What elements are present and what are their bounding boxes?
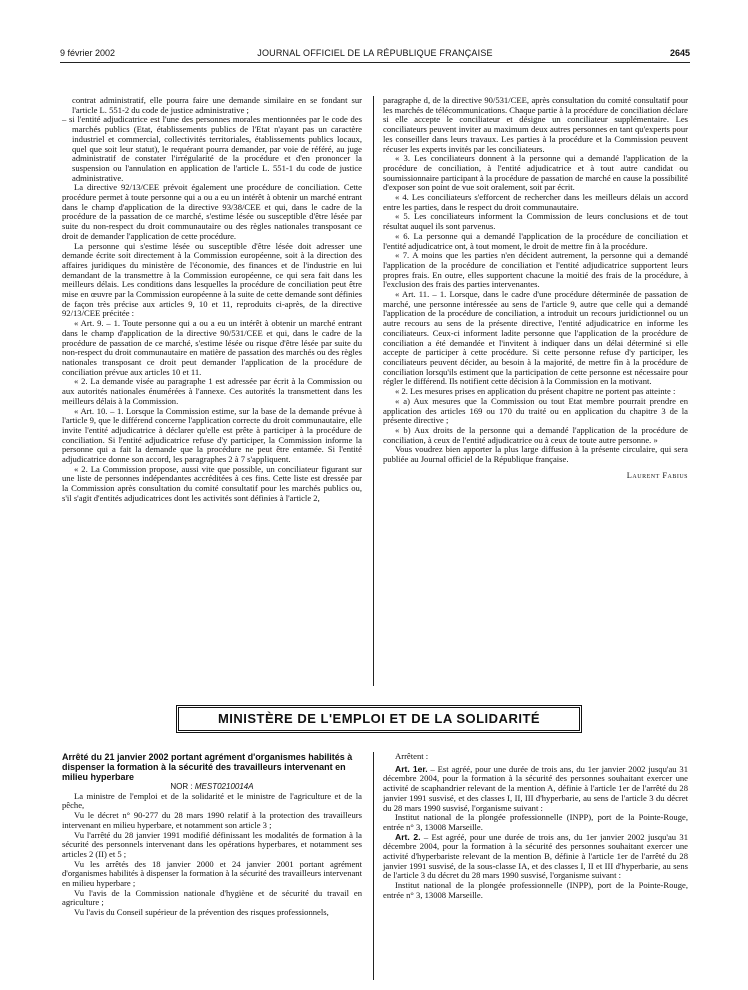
paragraph: Vous voudrez bien apporter la plus large diffusion à la présente circulaire, qui sera publiée au Journal officiel de la République française.: [383, 444, 688, 465]
upper-right-column: [383, 96, 688, 480]
paragraph: « Art. 10. – 1. Lorsque la Commission estime, sur la base de la demande prévue à l'article 9, que le différend concerne l'application correcte du droit communautaire, elle invite l'entité adjudicatrice à déclarer qu'elle est prête à participer à la procédure de conciliation. Si l'entité adjudicatrice refuse d'y participer, la Commission informe la personne qui a fait la demande que la procédure ne peut être entamée. Si l'entité adjudicatrice donne son accord, les paragraphes 2 à 7 s'appliquent.: [62, 405, 362, 465]
ministry-heading: MINISTÈRE DE L'EMPLOI ET DE LA SOLIDARITÉ: [176, 705, 582, 733]
paragraph: La ministre de l'emploi et de la solidarité et le ministre de l'agriculture et de la pêche,: [62, 790, 362, 811]
paragraph: « b) Aux droits de la personne qui a demandé l'application de la procédure de conciliation, à ceux de l'entité adjudicatrice ou à ceux de toute autre personne. »: [383, 424, 688, 445]
paragraph: La personne qui s'estime lésée ou susceptible d'être lésée doit adresser une demande écrite soit directement à la Commission européenne, soit à la direction des affaires juridiques du ministère de l'économie, des finances et de l'industrie en lui demandant de la transmettre à la Commission européenne, ce qui sera fait dans les meilleurs délais. Les conditions dans lesquelles la procédure de conciliation peut être mise en œuvre par la Commission européenne à la suite de cette demande sont définies de façon très précise aux articles 9, 10 et 11, reproduits ci-après, de la directive 92/13/CEE précitée :: [62, 240, 362, 319]
paragraph: paragraphe d, de la directive 90/531/CEE, après consultation du comité consultatif pour les marchés de télécommunications. Chaque partie à la procédure de conciliation déclare si elle accepte le conciliateur et désigne un conciliateur supplémentaire. Les conciliateurs peuvent inviter au maximum deux autres personnes en tant qu'experts pour les conseiller dans leurs travaux. Les parties à la procédure et la Commission peuvent récuser les experts invités par les conciliateurs.: [383, 95, 688, 154]
header-rule: [60, 62, 690, 63]
lower-right-column: [383, 752, 688, 901]
upper-left-column: [62, 96, 362, 504]
paragraph: Vu l'avis du Conseil supérieur de la prévention des risques professionnels,: [74, 907, 329, 918]
article-2-label: Art. 2.: [395, 831, 421, 842]
lower-left-column: [62, 752, 362, 918]
paragraph: « Art. 11. – 1. Lorsque, dans le cadre d'une procédure déterminée de passation de marché, une personne intéressée au sens de l'article 9, autre que celle qui a demandé l'application de la procédure de conciliation, a introduit un recours juridictionnel ou un autre recours au sens de la présente directive, l'entité adjudicatrice en informe les conciliateurs. Ceux-ci informent ladite personne que l'application de la procédure de conciliation a été demandée et l'invitent à indiquer dans un délai déterminé si elle accepte de participer à cette procédure. Si cette personne refuse d'y participer, les conciliateurs peuvent décider, au besoin à la majorité, de mettre fin à la procédure de conciliation lorsqu'ils estiment que la participation de cette personne est nécessaire pour régler le différend. Ils notifient cette décision à la Commission en la motivant.: [383, 289, 688, 387]
paragraph: « a) Aux mesures que la Commission ou tout Etat membre pourrait prendre en application des articles 169 ou 170 du traité ou en application du chapitre 3 de la présente directive ;: [383, 395, 688, 426]
paragraph: « 7. A moins que les parties n'en décident autrement, la personne qui a demandé l'application de la procédure de conciliation et l'entité adjudicatrice supportent leurs propres frais. En outre, elles supportent chacune la moitié des frais de la procédure, à l'exclusion des frais des parties intervenantes.: [383, 250, 688, 290]
paragraph: – si l'entité adjudicatrice est l'une des personnes morales mentionnées par le code des marchés publics (Etat, établissements publics de l'Etat n'ayant pas un caractère industriel et commercial, collectivités territoriales, établissements publics locaux, quel que soit leur statut), le requérant pourra demander, par voie de référé, au juge administratif de constater l'irrégularité de la procédure et d'en prononcer la suspension ou l'annulation en application de l'article L. 551-1 du code de justice administrative.: [62, 114, 362, 183]
paragraph: Vu le décret n° 90-277 du 28 mars 1990 relatif à la protection des travailleurs intervenant en milieu hyperbare, et notamment son article 3 ;: [62, 810, 362, 830]
nor-value: MESТ0210014A: [194, 782, 254, 791]
paragraph: « 4. Les conciliateurs s'efforcent de rechercher dans les meilleurs délais un accord entre les parties, dans le respect du droit communautaire.: [383, 192, 688, 212]
paragraph: contrat administratif, elle pourra faire une demande similaire en se fondant sur l'article L. 551-2 du code de justice administrative ;: [72, 95, 362, 115]
article-1-organisation: Institut national de la plongée professionnelle (INPP), port de la Pointe-Rouge, entrée n° 3, 13008 Marseille.: [383, 812, 688, 832]
paragraph: Vu l'arrêté du 28 janvier 1991 modifié définissant les modalités de formation à la sécurité des personnels intervenant dans les opérations hyperbares, et notamment ses articles 2 (II) et 5 ;: [62, 829, 362, 859]
journal-title: JOURNAL OFFICIEL DE LA RÉPUBLIQUE FRANÇAISE: [257, 48, 493, 58]
article-1-text: – Est agréé, pour une durée de trois ans, du 1er janvier 2002 jusqu'au 31 décembre 2004, pour la formation à la sécurité des personnes souhaitant exercer une activité de scaphandrier relevant de la mention A, définie à l'article 1er de l'arrêté du 28 janvier 1991 susvisé, et des classes I, II, III d'hyperbarie, au sens de l'article 3 du décret du 28 mars 1990 susvisé, l'organisme suivant :: [383, 763, 688, 813]
page-number: 2645: [669, 48, 690, 58]
paragraph: « 2. La demande visée au paragraphe 1 est adressée par écrit à la Commission ou aux autorités nationales énumérées à l'annexe. Ces autorités la transmettent dans les meilleurs délais à la Commission.: [62, 376, 362, 406]
signature: Laurent Fabius: [626, 470, 688, 480]
article-1: [383, 765, 688, 814]
column-divider: [373, 752, 374, 980]
paragraph: « 2. Les mesures prises en application du présent chapitre ne portent pas atteinte :: [395, 386, 676, 397]
paragraph: « 3. Les conciliateurs donnent à la personne qui a demandé l'application de la procédure de conciliation, à l'entité adjudicatrice et à tout autre candidat ou soumissionnaire participant à la procédure de passation de marché en cause la possibilité d'exposer son point de vue soit oralement, soit par écrit.: [383, 153, 688, 193]
paragraph: « Art. 9. – 1. Toute personne qui a ou a eu un intérêt à obtenir un marché entrant dans le champ d'application de la directive 90/531/CEE et qui, dans le cadre de la procédure de passation de ce marché, s'estime lésée ou risque d'être lésée par suite du non-respect du droit communautaire en matière de passation des marchés ou des règles nationales transposant ce droit peut demander l'application de la procédure de conciliation prévue aux articles 10 et 11.: [62, 318, 362, 377]
paragraph: La directive 92/13/CEE prévoit également une procédure de conciliation. Cette procédure permet à toute personne qui a ou a eu un intérêt à obtenir un marché entrant dans le champ d'application de la directive 93/38/CEE et qui, dans le cadre de la procédure de la passation de ce marché, s'estime lésée ou susceptible d'être lésée par suite du non-respect du droit communautaire ou des règles nationales transposant ce droit de demander l'application de cette procédure.: [62, 182, 362, 241]
arrete-title: Arrêté du 21 janvier 2002 portant agrément d'organismes habilités à dispenser la formation à la sécurité des travailleurs intervenant en milieu hyperbare: [62, 752, 353, 782]
article-1-label: Art. 1er.: [395, 763, 428, 774]
arretent-heading: Arrêtent :: [395, 751, 429, 761]
paragraph: Vu les arrêtés des 18 janvier 2000 et 24 janvier 2001 portant agrément d'organismes habilités à dispenser la formation à la sécurité des travailleurs intervenant en milieu hyperbare ;: [62, 858, 362, 889]
paragraph: « 5. Les conciliateurs informent la Commission de leurs conclusions et de tout résultat auquel ils sont parvenus.: [383, 211, 688, 232]
paragraph: Vu l'avis de la Commission nationale d'hygiène et de sécurité du travail en agriculture ;: [62, 887, 362, 908]
nor-label: NOR :: [170, 782, 193, 791]
column-divider: [373, 96, 374, 686]
paragraph: « 6. La personne qui a demandé l'application de la procédure de conciliation et l'entité adjudicatrice ont, à tout moment, le droit de mettre fin à la procédure.: [383, 230, 688, 251]
article-2-text: – Est agréé, pour une durée de trois ans, du 1er janvier 2002 jusqu'au 31 décembre 2004, pour la formation à la sécurité des personnes souhaitant exercer une activité d'hyperbariste relevant de la mention B, définie à l'article 1er de l'arrêté du 28 janvier 1991 susvisé, de la sous-classe IA, et des classes I, II et III d'hyperbarie, au sens de l'article 3 du décret du 28 mars 1990 susvisé, l'organisme suivant :: [383, 831, 689, 881]
article-2: [383, 833, 688, 882]
issue-date: 9 février 2002: [60, 48, 116, 58]
paragraph: « 2. La Commission propose, aussi vite que possible, un conciliateur figurant sur une liste de personnes indépendantes accréditées à ces fins. Cette liste est dressée par la Commission après consultation du comité consultatif pour les marchés publics ou, s'il s'agit d'entités adjudicatrices dont les activités sont définies à l'article 2,: [62, 463, 362, 503]
article-2-organisation: Institut national de la plongée professionnelle (INPP), port de la Pointe-Rouge, entrée n° 3, 13008 Marseille.: [383, 880, 688, 900]
page-header: [60, 48, 690, 62]
